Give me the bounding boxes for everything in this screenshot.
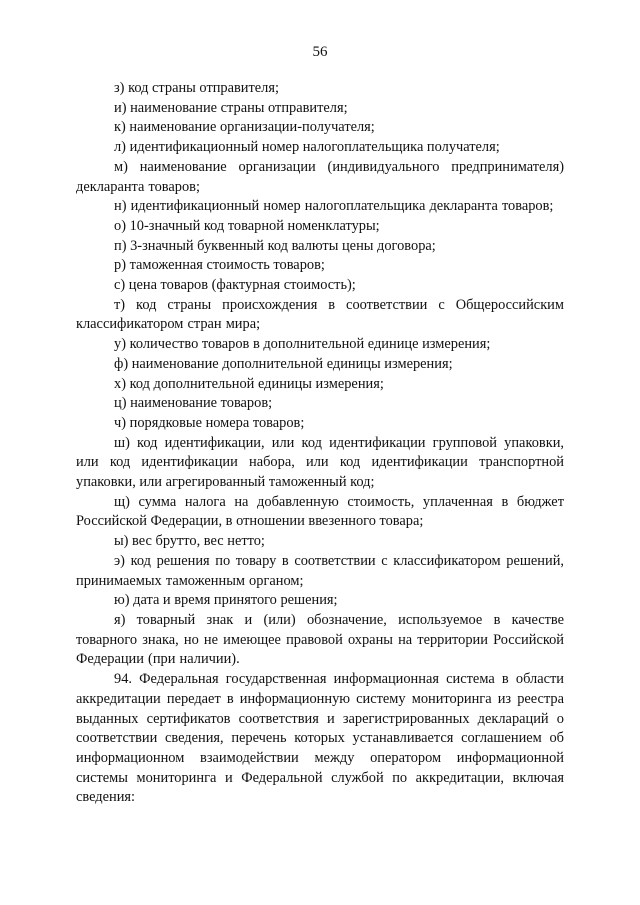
list-item-s: с) цена товаров (фактурная стоимость); [114, 277, 356, 294]
list-item-p: п) 3-значный буквенный код валюты цены договора; [114, 237, 436, 254]
paragraph-94: 94. Федеральная государственная информационная система в области аккредитации передает в информационную систему мониторинга из реестра выданных сертификатов соответствия и зарегистрированных деклараций о соответствии сведения, перечень которых устанавливается соглашением об информационном взаимодействии между оператором информационной системы мониторинга и Федеральной службой по аккредитации, включая сведения: [76, 671, 564, 806]
page-number: 56 [312, 44, 328, 60]
list-item-l: л) идентификационный номер налогоплательщика получателя; [114, 139, 500, 156]
list-item-z: з) код страны отправителя; [114, 80, 279, 96]
list-item-k: к) наименование организации-получателя; [114, 119, 375, 136]
list-item-n: н) идентификационный номер налогоплательщика декларанта товаров; [114, 198, 554, 215]
list-item-yu: ю) дата и время принятого решения; [114, 592, 338, 609]
list-item-u: у) количество товаров в дополнительной единице измерения; [114, 336, 491, 353]
list-item-sh: ш) код идентификации, или код идентификации групповой упаковки, или код идентификации набора, или код идентификации транспортной упаковки, или агрегированный таможенный код; [76, 434, 564, 491]
list-item-o: о) 10-значный код товарной номенклатуры; [114, 217, 380, 234]
list-item-r: р) таможенная стоимость товаров; [114, 257, 325, 274]
list-item-kh: х) код дополнительной единицы измерения; [114, 375, 384, 392]
list-item-i: и) наименование страны отправителя; [114, 99, 348, 116]
list-item-ya: я) товарный знак и (или) обозначение, используемое в качестве товарного знака, но не имеющее правовой охраны на территории Российской Федерации (при наличии). [76, 611, 564, 668]
list-item-e: э) код решения по товару в соответствии с классификатором решений, принимаемых таможенным органом; [76, 552, 564, 589]
list-item-shch: щ) сумма налога на добавленную стоимость, уплаченная в бюджет Российской Федерации, в отношении ввезенного товара; [76, 493, 564, 530]
list-item-f: ф) наименование дополнительной единицы измерения; [114, 355, 453, 372]
list-item-m: м) наименование организации (индивидуального предпринимателя) декларанта товаров; [76, 158, 564, 195]
list-item-ch: ч) порядковые номера товаров; [114, 414, 305, 431]
list-item-y: ы) вес брутто, вес нетто; [114, 533, 265, 550]
list-item-t: т) код страны происхождения в соответствии с Общероссийским классификатором стран мира; [76, 296, 564, 333]
document-body [76, 79, 564, 808]
list-item-ts: ц) наименование товаров; [114, 395, 273, 412]
